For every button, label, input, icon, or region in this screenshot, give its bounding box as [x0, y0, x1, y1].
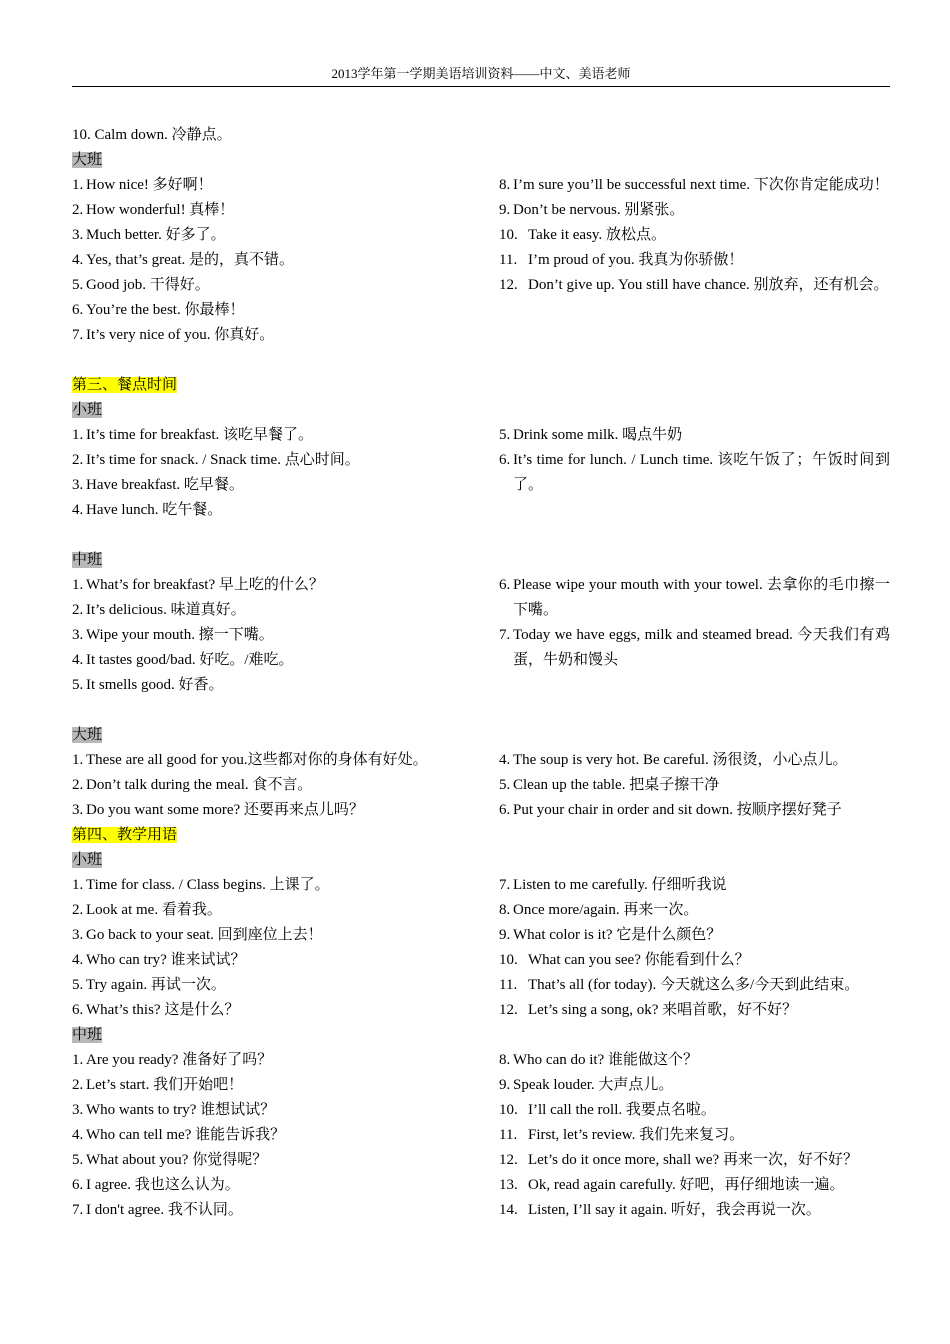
list-item: [72, 573, 499, 598]
right-column: [499, 873, 890, 1023]
item-number: 1.: [72, 177, 84, 193]
list-item: [72, 173, 499, 198]
item-number: 6.: [499, 802, 511, 818]
list-item: [72, 223, 499, 248]
item-number: 1.: [72, 1052, 84, 1068]
right-column: [499, 173, 890, 348]
list-item: [72, 1173, 499, 1198]
item-text: Time for class. / Class begins. 上课了。: [86, 877, 330, 893]
list-item: [72, 198, 499, 223]
item-number: 8.: [499, 902, 511, 918]
list-item: [499, 198, 890, 223]
list-item: [72, 773, 499, 798]
item-text: Don’t talk during the meal. 食不言。: [86, 777, 313, 793]
item-number: 14.: [499, 1202, 526, 1218]
list-item: [499, 1048, 890, 1073]
item-text: It’s very nice of you. 你真好。: [86, 327, 275, 343]
item-text: How nice! 多好啊！: [86, 177, 213, 193]
item-text: Who can tell me? 谁能告诉我？: [86, 1127, 286, 1143]
item-text: What about you? 你觉得呢？: [86, 1152, 268, 1168]
item-number: 7.: [499, 877, 511, 893]
item-text: Do you want some more? 还要再来点儿吗？: [86, 802, 364, 818]
item-text: Once more/again. 再来一次。: [513, 902, 699, 918]
list-item: [499, 448, 890, 498]
item-text: The soup is very hot. Be careful. 汤很烫，小心点儿。: [513, 752, 848, 768]
list-item: [499, 898, 890, 923]
item-text: Let’s do it once more, shall we? 再来一次，好不好？: [528, 1152, 858, 1168]
item-number: 12.: [499, 1152, 526, 1168]
small-class-label: 小班: [72, 852, 103, 868]
item-number: 3.: [72, 627, 84, 643]
item-text: Who wants to try? 谁想试试？: [86, 1102, 276, 1118]
list-item: [499, 973, 890, 998]
item-text: Have breakfast. 吃早餐。: [86, 477, 244, 493]
page-header: 2013学年第一学期美语培训资料——中文、美语老师: [72, 64, 890, 87]
list-item: [499, 1123, 890, 1148]
item-text: What’s for breakfast? 早上吃的什么？: [86, 577, 324, 593]
list-item: [72, 798, 499, 823]
list-item: [72, 623, 499, 648]
item-number: 10.: [499, 952, 526, 968]
item-text: What’s this? 这是什么？: [86, 1002, 240, 1018]
item-text: Drink some milk. 喝点牛奶: [513, 427, 683, 443]
list-item: [72, 973, 499, 998]
item-number: 2.: [72, 452, 84, 468]
list-item: [72, 323, 499, 348]
item-text: I agree. 我也这么认为。: [86, 1177, 240, 1193]
small-class-label: 小班: [72, 402, 103, 418]
item-number: 6.: [72, 302, 84, 318]
list-item: [499, 423, 890, 448]
list-item: [72, 898, 499, 923]
item-text: That’s all (for today). 今天就这么多/今天到此结束。: [528, 977, 860, 993]
item-text: I don't agree. 我不认同。: [86, 1202, 243, 1218]
item-number: 12.: [499, 277, 526, 293]
list-item: [72, 1148, 499, 1173]
item-number: 2.: [72, 202, 84, 218]
item-number: 1.: [72, 427, 84, 443]
left-column: [72, 173, 499, 348]
item-number: 7.: [72, 1202, 84, 1218]
right-column: [499, 573, 890, 698]
item-number: 11.: [499, 1127, 525, 1143]
item-text: It’s time for snack. / Snack time. 点心时间。: [86, 452, 360, 468]
intro-line: 10. Calm down. 冷静点。: [72, 127, 232, 143]
list-item: [499, 923, 890, 948]
list-item: [72, 948, 499, 973]
item-text: It tastes good/bad. 好吃。/难吃。: [86, 652, 294, 668]
item-number: 5.: [72, 977, 84, 993]
left-column: [72, 573, 499, 698]
item-number: 6.: [499, 452, 511, 468]
list-item: [499, 273, 890, 298]
item-number: 11.: [499, 252, 525, 268]
item-number: 2.: [72, 602, 84, 618]
item-number: 4.: [72, 1127, 84, 1143]
big-class-label: 大班: [72, 152, 103, 168]
section-title: 第三、餐点时间: [72, 377, 178, 393]
item-number: 12.: [499, 1002, 526, 1018]
item-number: 4.: [72, 502, 84, 518]
item-text: What can you see? 你能看到什么？: [528, 952, 750, 968]
list-item: [72, 873, 499, 898]
item-text: Much better. 好多了。: [86, 227, 226, 243]
item-number: 3.: [72, 1102, 84, 1118]
item-text: Speak louder. 大声点儿。: [513, 1077, 674, 1093]
item-text: Have lunch. 吃午餐。: [86, 502, 223, 518]
list-item: [72, 598, 499, 623]
list-item: [72, 648, 499, 673]
item-number: 4.: [72, 252, 84, 268]
list-item: [499, 1073, 890, 1098]
left-column: [72, 873, 499, 1023]
item-number: 3.: [72, 227, 84, 243]
two-column-block: [72, 748, 890, 823]
item-text: Ok, read again carefully. 好吧，再仔细地读一遍。: [528, 1177, 845, 1193]
item-number: 7.: [72, 327, 84, 343]
item-number: 3.: [72, 477, 84, 493]
item-text: Who can do it? 谁能做这个？: [513, 1052, 698, 1068]
list-item: [499, 798, 890, 823]
list-item: [72, 998, 499, 1023]
list-item: [72, 1098, 499, 1123]
list-item: [499, 873, 890, 898]
item-text: It’s time for breakfast. 该吃早餐了。: [86, 427, 314, 443]
right-column: [499, 423, 890, 523]
two-column-block: [72, 423, 890, 523]
item-text: I’m sure you’ll be successful next time. 下次你肯定能成功！: [513, 177, 889, 193]
item-text: Put your chair in order and sit down. 按顺序摆好凳子: [513, 802, 842, 818]
item-text: Wipe your mouth. 擦一下嘴。: [86, 627, 274, 643]
item-number: 6.: [72, 1002, 84, 1018]
list-item: [72, 923, 499, 948]
item-number: 9.: [499, 1077, 511, 1093]
item-text: Look at me. 看着我。: [86, 902, 222, 918]
item-number: 13.: [499, 1177, 526, 1193]
middle-class-label: 中班: [72, 1027, 103, 1043]
item-text: Go back to your seat. 回到座位上去！: [86, 927, 323, 943]
item-text: Try again. 再试一次。: [86, 977, 226, 993]
list-item: [499, 1098, 890, 1123]
item-number: 6.: [72, 1177, 84, 1193]
item-number: 4.: [72, 952, 84, 968]
list-item: [72, 748, 499, 773]
list-item: [72, 423, 499, 448]
item-text: Please wipe your mouth with your towel. 去拿你的毛巾擦一下嘴。: [513, 577, 890, 618]
item-text: Take it easy. 放松点。: [528, 227, 666, 243]
item-number: 4.: [72, 652, 84, 668]
left-column: [72, 423, 499, 523]
list-item: [72, 273, 499, 298]
item-text: Listen to me carefully. 仔细听我说: [513, 877, 727, 893]
list-item: [499, 1148, 890, 1173]
item-number: 6.: [499, 577, 511, 593]
two-column-block: [72, 573, 890, 698]
item-text: Good job. 干得好。: [86, 277, 210, 293]
list-item: [499, 623, 890, 673]
list-item: [72, 1198, 499, 1223]
item-text: I’ll call the roll. 我要点名啦。: [528, 1102, 716, 1118]
item-text: Let’s sing a song, ok? 来唱首歌，好不好？: [528, 1002, 798, 1018]
item-number: 5.: [72, 1152, 84, 1168]
item-text: It’s delicious. 味道真好。: [86, 602, 246, 618]
item-number: 1.: [72, 752, 84, 768]
item-number: 5.: [499, 427, 511, 443]
item-text: Don’t give up. You still have chance. 别放弃，还有机会。: [528, 277, 889, 293]
item-text: You’re the best. 你最棒！: [86, 302, 245, 318]
item-number: 2.: [72, 777, 84, 793]
item-text: Yes, that’s great. 是的，真不错。: [86, 252, 295, 268]
item-number: 3.: [72, 802, 84, 818]
list-item: [499, 573, 890, 623]
list-item: [499, 173, 890, 198]
list-item: [499, 998, 890, 1023]
item-text: Today we have eggs, milk and steamed bread. 今天我们有鸡蛋，牛奶和馒头: [513, 627, 890, 668]
left-column: [72, 1048, 499, 1223]
item-number: 1.: [72, 577, 84, 593]
list-item: [72, 298, 499, 323]
list-item: [499, 248, 890, 273]
item-number: 8.: [499, 1052, 511, 1068]
item-text: Are you ready? 准备好了吗？: [86, 1052, 273, 1068]
list-item: [499, 1198, 890, 1223]
section-title: 第四、教学用语: [72, 827, 178, 843]
right-column: [499, 748, 890, 823]
list-item: [72, 448, 499, 473]
item-text: What color is it? 它是什么颜色？: [513, 927, 722, 943]
item-text: These are all good for you.这些都对你的身体有好处。: [86, 752, 428, 768]
list-item: [499, 223, 890, 248]
item-number: 10.: [499, 227, 526, 243]
item-number: 10.: [499, 1102, 526, 1118]
item-text: It’s time for lunch. / Lunch time. 该吃午饭了；午饭时间到了。: [513, 452, 890, 493]
item-number: 5.: [499, 777, 511, 793]
item-text: Don’t be nervous. 别紧张。: [513, 202, 685, 218]
list-item: [499, 948, 890, 973]
item-text: How wonderful! 真棒！: [86, 202, 235, 218]
list-item: [499, 1173, 890, 1198]
item-number: 4.: [499, 752, 511, 768]
item-text: First, let’s review. 我们先来复习。: [528, 1127, 745, 1143]
item-number: 5.: [72, 277, 84, 293]
item-text: It smells good. 好香。: [86, 677, 224, 693]
middle-class-label: 中班: [72, 552, 103, 568]
item-number: 9.: [499, 202, 511, 218]
item-number: 2.: [72, 902, 84, 918]
item-number: 2.: [72, 1077, 84, 1093]
item-number: 3.: [72, 927, 84, 943]
item-number: 1.: [72, 877, 84, 893]
left-column: [72, 748, 499, 823]
two-column-block: [72, 1048, 890, 1223]
list-item: [499, 748, 890, 773]
two-column-block: [72, 873, 890, 1023]
item-text: Listen, I’ll say it again. 听好，我会再说一次。: [528, 1202, 821, 1218]
list-item: [72, 248, 499, 273]
item-number: 5.: [72, 677, 84, 693]
item-number: 9.: [499, 927, 511, 943]
item-text: Who can try? 谁来试试？: [86, 952, 246, 968]
document-body: [72, 123, 890, 1223]
two-column-block: [72, 173, 890, 348]
right-column: [499, 1048, 890, 1223]
list-item: [499, 773, 890, 798]
list-item: [72, 673, 499, 698]
item-number: 11.: [499, 977, 525, 993]
list-item: [72, 1073, 499, 1098]
item-text: Clean up the table. 把桌子擦干净: [513, 777, 720, 793]
list-item: [72, 498, 499, 523]
list-item: [72, 1123, 499, 1148]
list-item: [72, 1048, 499, 1073]
list-item: [72, 473, 499, 498]
item-text: Let’s start. 我们开始吧！: [86, 1077, 244, 1093]
big-class-label: 大班: [72, 727, 103, 743]
item-text: I’m proud of you. 我真为你骄傲！: [528, 252, 744, 268]
item-number: 7.: [499, 627, 511, 643]
item-number: 8.: [499, 177, 511, 193]
